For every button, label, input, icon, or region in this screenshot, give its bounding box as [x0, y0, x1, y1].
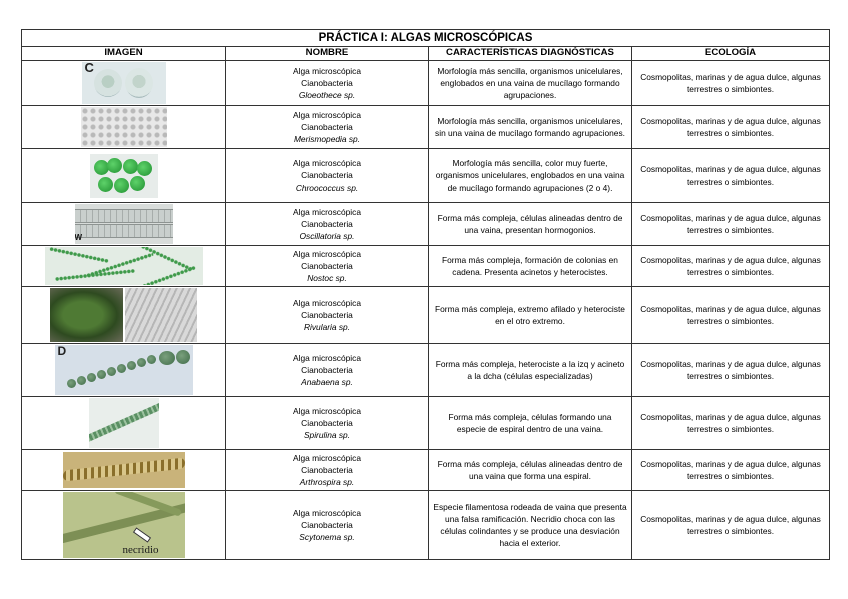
ecology-cell: Cosmopolitas, marinas y de agua dulce, algunas terrestres o simbiontes.: [632, 491, 830, 560]
ecology-cell: Cosmopolitas, marinas y de agua dulce, algunas terrestres o simbiontes.: [632, 344, 830, 397]
species-name: Rivularia sp.: [303, 322, 351, 333]
necridio-label: necridio: [122, 543, 159, 556]
name-cell: [226, 397, 429, 450]
header-features: CARACTERÍSTICAS DIAGNÓSTICAS: [429, 47, 632, 61]
ecology-cell: Cosmopolitas, marinas y de agua dulce, algunas terrestres o simbiontes.: [632, 397, 830, 450]
header-name: NOMBRE: [226, 47, 429, 61]
organism-type: Alga microscópica: [293, 248, 361, 259]
image-cell: [22, 106, 226, 149]
organism-type: Alga microscópica: [293, 352, 361, 363]
arthrospira-micrograph: [63, 452, 185, 488]
organism-group: Cianobacteria: [301, 260, 353, 271]
features-cell: Forma más compleja, células alineadas dentro de una vaina, presentan hormogonios.: [429, 203, 632, 246]
name-cell: [226, 246, 429, 287]
organism-type: Alga microscópica: [293, 109, 361, 120]
image-cell: [22, 491, 226, 560]
name-cell: [226, 106, 429, 149]
name-cell: [226, 203, 429, 246]
name-cell: [226, 287, 429, 344]
table-row: [22, 397, 830, 450]
image-cell: [22, 450, 226, 491]
name-cell: [226, 491, 429, 560]
species-name: Merismopedia sp.: [293, 134, 361, 145]
name-cell: [226, 61, 429, 106]
organism-group: Cianobacteria: [301, 417, 353, 428]
organism-group: Cianobacteria: [301, 464, 353, 475]
species-name: Spirulina sp.: [303, 430, 351, 441]
nostoc-micrograph: [45, 247, 203, 285]
image-cell: [22, 246, 226, 287]
features-cell: Forma más compleja, formación de colonias en cadena. Presenta acinetos y heterocistes.: [429, 246, 632, 287]
algae-table: [21, 29, 830, 560]
ecology-cell: Cosmopolitas, marinas y de agua dulce, algunas terrestres o simbiontes.: [632, 287, 830, 344]
table-row: [22, 149, 830, 203]
organism-group: Cianobacteria: [301, 364, 353, 375]
features-cell: Morfología más sencilla, organismos unicelulares, englobados en una vaina de mucílago formando agrupaciones.: [429, 61, 632, 106]
table-row: [22, 106, 830, 149]
image-cell: [22, 203, 226, 246]
ecology-cell: Cosmopolitas, marinas y de agua dulce, algunas terrestres o simbiontes.: [632, 246, 830, 287]
arrow-icon: [132, 527, 150, 542]
ecology-cell: Cosmopolitas, marinas y de agua dulce, algunas terrestres o simbiontes.: [632, 106, 830, 149]
image-cell: [22, 344, 226, 397]
image-cell: [22, 397, 226, 450]
organism-group: Cianobacteria: [301, 218, 353, 229]
features-cell: Morfología más sencilla, color muy fuerte, organismos unicelulares, englobados en una vaina de mucílago formando agrupaciones (2 o 4).: [429, 149, 632, 203]
panel-letter: C: [84, 62, 94, 75]
organism-type: Alga microscópica: [293, 297, 361, 308]
features-cell: Forma más compleja, células alineadas dentro de una vaina que forma una espiral.: [429, 450, 632, 491]
table-row: [22, 203, 830, 246]
features-cell: Forma más compleja, células formando una especie de espiral dentro de una vaina.: [429, 397, 632, 450]
organism-type: Alga microscópica: [293, 507, 361, 518]
table-title: PRÁCTICA I: ALGAS MICROSCÓPICAS: [22, 30, 830, 47]
organism-group: Cianobacteria: [301, 121, 353, 132]
species-name: Scytonema sp.: [299, 532, 355, 543]
table-row: [22, 450, 830, 491]
ecology-cell: Cosmopolitas, marinas y de agua dulce, algunas terrestres o simbiontes.: [632, 450, 830, 491]
table-row: [22, 61, 830, 106]
ecology-cell: Cosmopolitas, marinas y de agua dulce, algunas terrestres o simbiontes.: [632, 61, 830, 106]
panel-letter: D: [57, 345, 67, 358]
ecology-cell: Cosmopolitas, marinas y de agua dulce, algunas terrestres o simbiontes.: [632, 149, 830, 203]
organism-group: Cianobacteria: [301, 309, 353, 320]
name-cell: [226, 149, 429, 203]
name-cell: [226, 344, 429, 397]
table-row: [22, 287, 830, 344]
scytonema-micrograph: [63, 492, 185, 558]
gloeothece-micrograph: [82, 62, 166, 104]
chroococcus-micrograph: [90, 154, 158, 198]
organism-type: Alga microscópica: [293, 206, 361, 217]
organism-group: Cianobacteria: [301, 170, 353, 181]
species-name: Anabaena sp.: [301, 377, 353, 388]
image-cell: [22, 61, 226, 106]
species-name: Oscillatoria sp.: [299, 231, 355, 242]
organism-group: Cianobacteria: [301, 77, 353, 88]
table-row: [22, 246, 830, 287]
image-cell: [22, 149, 226, 203]
table-row: [22, 344, 830, 397]
organism-type: Alga microscópica: [293, 452, 361, 463]
spirulina-micrograph: [89, 398, 159, 448]
features-cell: Forma más compleja, heterociste a la izq y acineto a la dcha (células especializadas): [429, 344, 632, 397]
organism-type: Alga microscópica: [293, 405, 361, 416]
header-image: IMAGEN: [22, 47, 226, 61]
table-row: [22, 491, 830, 560]
organism-type: Alga microscópica: [293, 65, 361, 76]
organism-type: Alga microscópica: [293, 158, 361, 169]
features-cell: Morfología más sencilla, organismos unicelulares, sin una vaina de mucílago formando agrupaciones.: [429, 106, 632, 149]
species-name: Arthrospira sp.: [299, 477, 355, 488]
name-cell: [226, 450, 429, 491]
anabaena-micrograph: [55, 345, 193, 395]
species-name: Chroococcus sp.: [295, 182, 359, 193]
features-cell: Especie filamentosa rodeada de vaina que presenta una falsa ramificación. Necridio choca con las células colindantes y se produce una desviación hacia el exterior.: [429, 491, 632, 560]
image-cell: [22, 287, 226, 344]
rivularia-micrograph: [50, 288, 197, 342]
organism-group: Cianobacteria: [301, 519, 353, 530]
panel-letter: W: [74, 232, 83, 242]
ecology-cell: Cosmopolitas, marinas y de agua dulce, algunas terrestres o simbiontes.: [632, 203, 830, 246]
merismopedia-micrograph: [81, 107, 167, 147]
species-name: Nostoc sp.: [307, 273, 347, 284]
features-cell: Forma más compleja, extremo afilado y heterociste en el otro extremo.: [429, 287, 632, 344]
oscillatoria-micrograph: [75, 204, 173, 244]
species-name: Gloeothece sp.: [298, 90, 356, 101]
header-ecology: ECOLOGÍA: [632, 47, 830, 61]
